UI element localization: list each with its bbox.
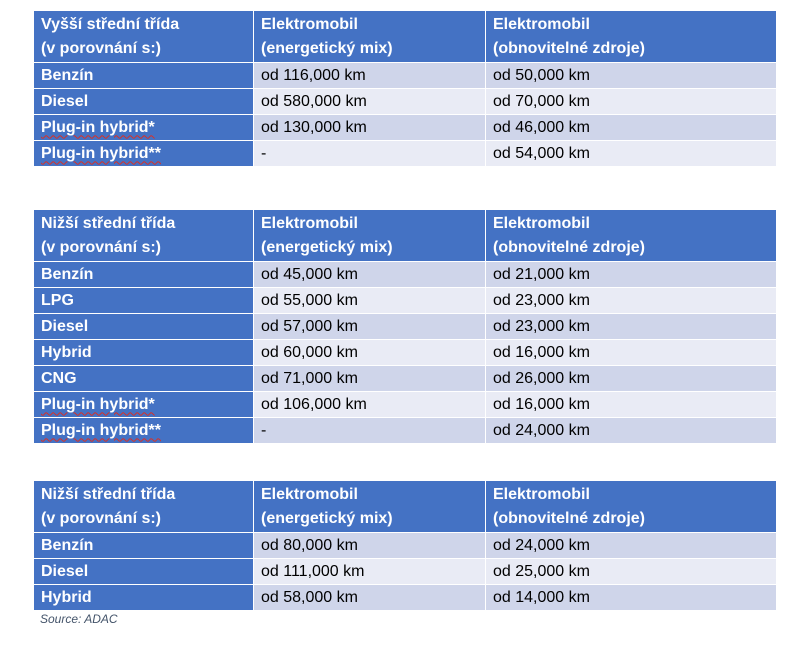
table-header-row [34,210,777,262]
header-energy-mix [254,481,486,533]
energy-mix-value: od 106,000 km [254,392,486,418]
header-renewables-subtitle: (obnovitelné zdroje) [493,509,645,527]
header-energy-mix-title: Elektromobil [261,214,358,232]
table-row [34,392,777,418]
energy-mix-value: od 130,000 km [254,115,486,141]
row-label: CNG [34,366,254,392]
header-category-title: Vyšší střední třída [41,15,180,33]
header-category-subtitle: (v porovnání s:) [41,238,162,256]
table-row [34,533,777,559]
comparison-table-upper-middle-class [33,10,777,167]
row-label-text: Plug-in hybrid** [41,144,161,162]
header-renewables-title: Elektromobil [493,214,590,232]
row-label: Benzín [34,63,254,89]
header-renewables-subtitle: (obnovitelné zdroje) [493,238,645,256]
row-label [34,141,254,167]
table-row [34,141,777,167]
renewables-value: od 21,000 km [486,262,777,288]
row-label: Hybrid [34,340,254,366]
comparison-table-lower-middle-class [33,209,777,444]
energy-mix-value: - [254,141,486,167]
table-row [34,340,777,366]
energy-mix-value: od 580,000 km [254,89,486,115]
table-row [34,559,777,585]
renewables-value: od 16,000 km [486,340,777,366]
renewables-value: od 14,000 km [486,585,777,611]
table-row [34,115,777,141]
header-energy-mix-title: Elektromobil [261,15,358,33]
renewables-value: od 26,000 km [486,366,777,392]
header-renewables-subtitle: (obnovitelné zdroje) [493,39,645,57]
energy-mix-value: od 116,000 km [254,63,486,89]
comparison-table-lower-middle-class-2 [33,480,777,611]
row-label [34,115,254,141]
energy-mix-value: od 55,000 km [254,288,486,314]
energy-mix-value: od 57,000 km [254,314,486,340]
row-label-text: Plug-in hybrid* [41,118,155,136]
row-label: Benzín [34,533,254,559]
renewables-value: od 24,000 km [486,418,777,444]
row-label: Diesel [34,314,254,340]
table-row [34,585,777,611]
header-renewables [486,210,777,262]
header-renewables [486,481,777,533]
header-energy-mix-subtitle: (energetický mix) [261,509,393,527]
header-energy-mix-title: Elektromobil [261,485,358,503]
header-renewables [486,11,777,63]
header-renewables-title: Elektromobil [493,15,590,33]
energy-mix-value: od 71,000 km [254,366,486,392]
source-caption: Source: ADAC [40,612,118,626]
header-energy-mix [254,11,486,63]
table-row [34,314,777,340]
table-row [34,418,777,444]
energy-mix-value: od 111,000 km [254,559,486,585]
energy-mix-value: od 58,000 km [254,585,486,611]
header-category [34,210,254,262]
header-energy-mix-subtitle: (energetický mix) [261,39,393,57]
header-category [34,481,254,533]
renewables-value: od 23,000 km [486,314,777,340]
header-category-subtitle: (v porovnání s:) [41,39,162,57]
row-label-text: Plug-in hybrid** [41,421,161,439]
header-energy-mix-subtitle: (energetický mix) [261,238,393,256]
table-row [34,63,777,89]
table-row [34,89,777,115]
renewables-value: od 16,000 km [486,392,777,418]
row-label: Hybrid [34,585,254,611]
renewables-value: od 46,000 km [486,115,777,141]
row-label [34,418,254,444]
header-category-title: Nižší střední třída [41,485,176,503]
renewables-value: od 24,000 km [486,533,777,559]
row-label [34,392,254,418]
header-renewables-title: Elektromobil [493,485,590,503]
renewables-value: od 50,000 km [486,63,777,89]
table-header-row [34,11,777,63]
renewables-value: od 54,000 km [486,141,777,167]
header-energy-mix [254,210,486,262]
table-row [34,366,777,392]
row-label: Diesel [34,89,254,115]
table-row [34,262,777,288]
energy-mix-value: od 60,000 km [254,340,486,366]
renewables-value: od 25,000 km [486,559,777,585]
renewables-value: od 70,000 km [486,89,777,115]
header-category-subtitle: (v porovnání s:) [41,509,162,527]
renewables-value: od 23,000 km [486,288,777,314]
row-label: LPG [34,288,254,314]
header-category [34,11,254,63]
table-row [34,288,777,314]
table-header-row [34,481,777,533]
row-label: Diesel [34,559,254,585]
header-category-title: Nižší střední třída [41,214,176,232]
energy-mix-value: od 45,000 km [254,262,486,288]
row-label-text: Plug-in hybrid* [41,395,155,413]
energy-mix-value: - [254,418,486,444]
energy-mix-value: od 80,000 km [254,533,486,559]
row-label: Benzín [34,262,254,288]
